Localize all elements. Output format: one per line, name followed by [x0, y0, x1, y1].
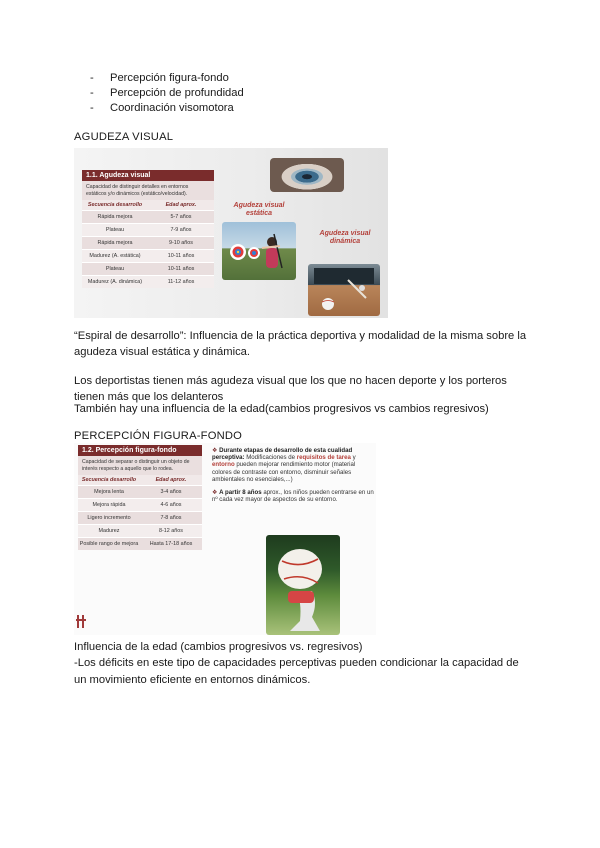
- development-table: [78, 445, 202, 550]
- paragraph-influencia-edad: Influencia de la edad (cambios progresivos vs. regresivos): [74, 641, 363, 653]
- table-row: [82, 275, 214, 288]
- table-cell: 5-7 años: [170, 214, 192, 220]
- table-row: [82, 236, 214, 249]
- bullet-text: pueden mejorar rendimiento motor (material colores de contraste con entorno, disminuir señales ambientales no esenciales,...): [212, 461, 356, 483]
- slide-bullet: [212, 447, 374, 483]
- table-header-cell: Secuencia desarrollo: [81, 477, 137, 483]
- eye-photo: [270, 158, 344, 192]
- development-table: [82, 170, 214, 288]
- label-dynamic-acuity: Agudeza visual dinámica: [319, 230, 371, 245]
- slide-bullet: [212, 489, 374, 503]
- bullet-label: Percepción de profundidad: [110, 87, 244, 99]
- table-row: [82, 262, 214, 275]
- bullet-lead: A partir 8 años: [219, 489, 262, 497]
- table-cell: 11-12 años: [167, 279, 195, 285]
- slide-image-figura-fondo: [74, 443, 376, 635]
- table-header: [78, 475, 202, 485]
- batter-photo: [308, 264, 380, 316]
- bullet-highlight: entorno: [212, 461, 235, 469]
- section-heading-figura-fondo: PERCEPCIÓN FIGURA-FONDO: [74, 430, 243, 442]
- table-row: [78, 537, 202, 550]
- bullet-text: Modificaciones de: [246, 454, 295, 462]
- table-title: 1.1. Agudeza visual: [82, 170, 214, 181]
- table-row: [82, 249, 214, 262]
- table-cell: Plateau: [105, 227, 125, 233]
- table-cell: 3-4 años: [160, 489, 182, 495]
- table-description: Capacidad de distinguir detalles en entornos estáticos y/o dinámicos (estático/velocidad).: [82, 181, 214, 200]
- table-body: [78, 485, 202, 550]
- bullet-dash: -: [90, 87, 94, 99]
- table-header: [82, 200, 214, 210]
- university-logo-icon: [76, 613, 86, 629]
- table-cell: Madurez: [98, 528, 120, 534]
- table-cell: Madurez (A. estática): [89, 253, 141, 259]
- table-cell: Rápida mejora: [97, 214, 133, 220]
- table-cell: 7-8 años: [160, 515, 182, 521]
- table-cell: Ligero incremento: [87, 515, 131, 521]
- table-cell: 7-9 años: [170, 227, 192, 233]
- table-cell: Rápida mejora: [97, 240, 133, 246]
- table-row: [78, 511, 202, 524]
- paragraph-deficits: -Los déficits en este tipo de capacidades perceptivas pueden condicionar la capacidad de un movimiento eficiente en entornos dinámicos.: [74, 657, 519, 686]
- bullet-label: Coordinación visomotora: [110, 102, 234, 114]
- bullet-highlight: requisitos de tarea: [296, 454, 351, 462]
- diamond-bullet-icon: ❖: [212, 489, 220, 497]
- bullet-lead: Durante etapas de desarrollo de esta cualidad perceptiva:: [212, 447, 353, 462]
- bullet-dash: -: [90, 102, 94, 114]
- table-cell: Hasta 17-18 años: [149, 541, 193, 547]
- table-title: 1.2. Percepción figura-fondo: [78, 445, 202, 456]
- table-row: [78, 485, 202, 498]
- table-cell: 10-11 años: [167, 253, 195, 259]
- paragraph-espiral: “Espiral de desarrollo”: Influencia de la práctica deportiva y modalidad de la misma sobre la agudeza visual estática y dinámica.: [74, 330, 527, 358]
- table-cell: 10-11 años: [167, 266, 195, 272]
- table-row: [78, 498, 202, 511]
- table-cell: 8-12 años: [159, 528, 183, 534]
- table-row: [82, 210, 214, 223]
- table-header-cell: Edad aprox.: [155, 477, 187, 483]
- table-cell: Posible rango de mejora: [79, 541, 139, 547]
- paragraph-edad: También hay una influencia de la edad(cambios progresivos vs cambios regresivos): [74, 403, 489, 415]
- table-row: [78, 524, 202, 537]
- archer-illustration: [222, 222, 296, 280]
- table-header-cell: Edad aprox.: [165, 202, 197, 208]
- batter-illustration: [308, 264, 380, 316]
- table-cell: Mejora rápida: [92, 502, 126, 508]
- table-cell: 9-10 años: [169, 240, 193, 246]
- table-cell: Plateau: [105, 266, 125, 272]
- table-cell: 4-6 años: [160, 502, 182, 508]
- section-heading-agudeza: AGUDEZA VISUAL: [74, 131, 174, 143]
- table-header-cell: Secuencia desarrollo: [87, 202, 143, 208]
- slide-bullets: [212, 447, 374, 503]
- table-description: Capacidad de separar o distinguir un objeto de interés respecto a aquello que lo rodea.: [78, 456, 202, 475]
- bullet-text: y: [352, 454, 356, 462]
- bullet-label: Percepción figura-fondo: [110, 72, 229, 84]
- bullet-text: aprox., los niños pueden centrarse en un nº cada vez mayor de aspectos de su entorno.: [212, 489, 374, 504]
- pitcher-illustration: [266, 535, 340, 635]
- table-body: [82, 210, 214, 288]
- table-cell: Madurez (A. dinámica): [87, 279, 143, 285]
- label-static-acuity: Agudeza visual estática: [233, 202, 285, 217]
- diamond-bullet-icon: ❖: [212, 447, 220, 454]
- slide-image-agudeza: [74, 148, 388, 318]
- bullet-dash: -: [90, 72, 94, 84]
- archer-photo: [222, 222, 296, 280]
- paragraph-deportistas: Los deportistas tienen más agudeza visual que los que no hacen deporte y los porteros tienen más que los delanteros: [74, 375, 507, 403]
- table-cell: Mejora lenta: [94, 489, 124, 495]
- pitcher-photo: [266, 535, 340, 635]
- table-row: [82, 223, 214, 236]
